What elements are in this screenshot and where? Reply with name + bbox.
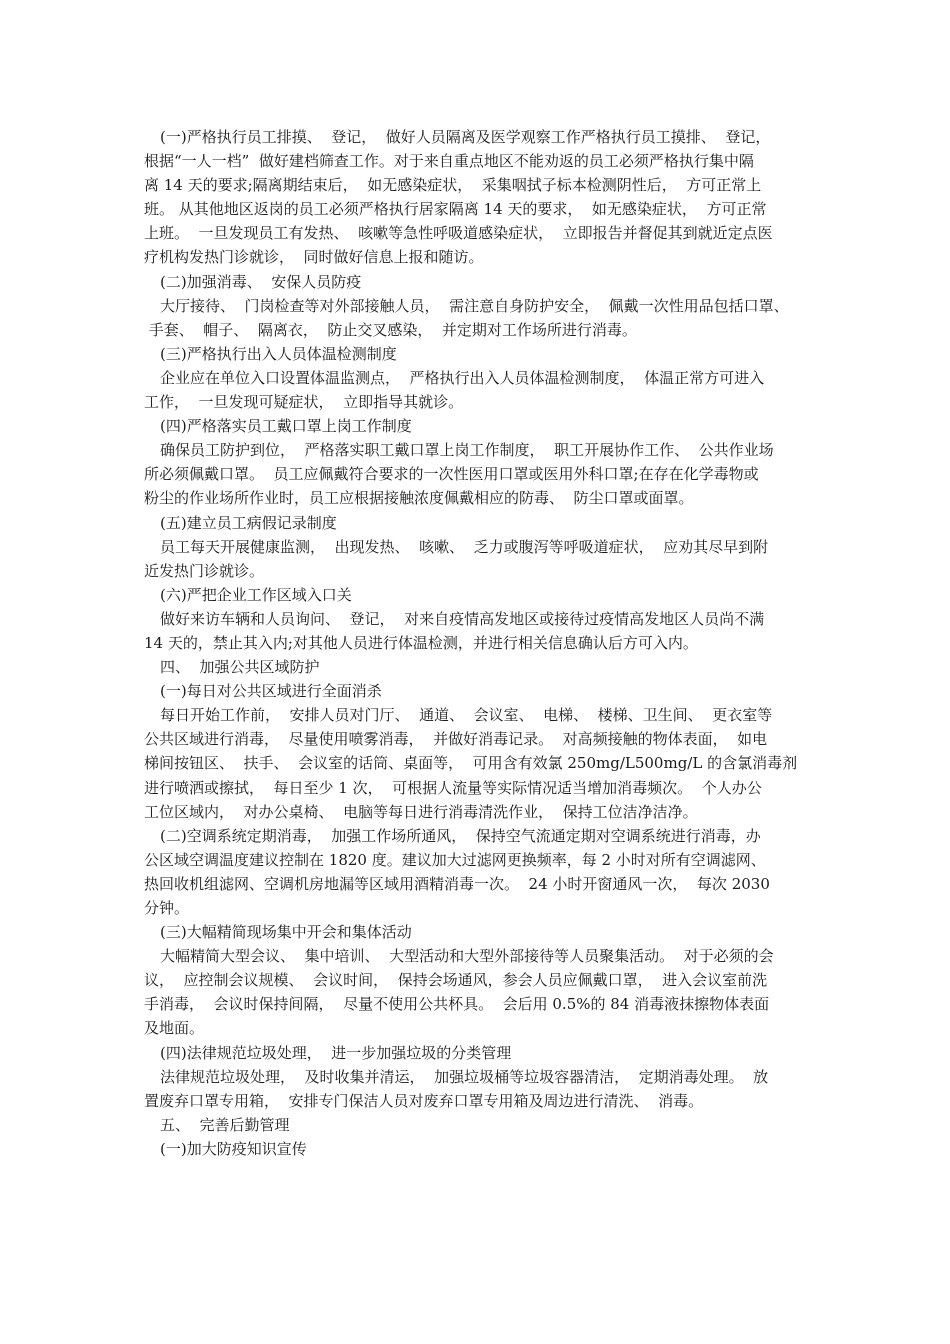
text-line: 梯间按钮区、 扶手、 会议室的话筒、桌面等， 可用含有效氯 250mg/L500mg/L 的含氯消毒剂: [144, 754, 798, 773]
section-heading: (五)建立员工病假记录制度: [160, 513, 337, 532]
text-line: 手套、 帽子、 隔离衣， 防止交叉感染， 并定期对工作场所进行消毒。: [144, 320, 637, 339]
text-line: 确保员工防护到位， 严格落实职工戴口罩上岗工作制度， 职工开展协作工作、 公共作业场: [160, 441, 774, 460]
text-line: 疗机构发热门诊就诊， 同时做好信息上报和随访。: [144, 248, 484, 267]
text-line: 14 天的，禁止其入内;对其他人员进行体温检测，并进行相关信息确认后方可入内。: [144, 633, 698, 652]
text-line: 工位区域内， 对办公桌椅、 电脑等每日进行消毒清洗作业， 保持工位洁净洁净。: [144, 802, 698, 821]
text-line: 上班。 一旦发现员工有发热、 咳嗽等急性呼吸道感染症状， 立即报告并督促其到就近定点医: [144, 224, 773, 243]
section-heading: (四)法律规范垃圾处理， 进一步加强垃圾的分类管理: [160, 1043, 512, 1062]
section-heading: (一)每日对公共区域进行全面消杀: [160, 682, 382, 701]
text-line: 进行喷洒或擦拭， 每日至少 1 次， 可根据人流量等实际情况适当增加消毒频次。 个人办公: [144, 778, 762, 797]
text-line: 大幅精简大型会议、 集中培训、 大型活动和大型外部接待等人员聚集活动。 对于必须的会: [160, 947, 774, 966]
text-line: 热回收机组滤网、空调机房地漏等区域用酒精消毒一次。 24 小时开窗通风一次， 每次 2030: [144, 874, 770, 893]
text-line: 班。 从其他地区返岗的员工必须严格执行居家隔离 14 天的要求， 如无感染症状， 方可正常: [144, 200, 767, 219]
text-line: 公区域空调温度建议控制在 1820 度。建议加大过滤网更换频率，每 2 小时对所有空调滤网、: [144, 850, 766, 869]
section-heading: (六)严把企业工作区域入口关: [160, 585, 352, 604]
section-heading: (二)加强消毒、 安保人员防疫: [160, 272, 362, 291]
text-line: 离 14 天的要求;隔离期结束后， 如无感染症状， 采集咽拭子标本检测阴性后， 方可正常上: [144, 176, 762, 195]
section-heading: (三)大幅精简现场集中开会和集体活动: [160, 923, 412, 942]
text-line: 近发热门诊就诊。: [144, 561, 265, 580]
section-heading: 五、 完善后勤管理: [160, 1115, 290, 1134]
text-line: 所必须佩戴口罩。 员工应佩戴符合要求的一次性医用口罩或医用外科口罩;在存在化学毒物或: [144, 465, 759, 484]
section-heading: (一)加大防疫知识宣传: [160, 1139, 307, 1158]
text-line: 法律规范垃圾处理， 及时收集并清运， 加强垃圾桶等垃圾容器清洁， 定期消毒处理。 放: [160, 1067, 769, 1086]
section-heading: (一)严格执行员工排摸、 登记， 做好人员隔离及医学观察工作严格执行员工摸排、 登记，: [160, 128, 771, 146]
text-line: 企业应在单位入口设置体温监测点， 严格执行出入人员体温检测制度， 体温正常方可进入: [160, 368, 765, 387]
text-line: 公共区域进行消毒， 尽量使用喷雾消毒， 并做好消毒记录。 对高频接触的物体表面， 如电: [144, 730, 768, 749]
text-line: 员工每天开展健康监测， 出现发热、 咳嗽、 乏力或腹泻等呼吸道症状， 应劝其尽早到附: [160, 537, 769, 556]
text-line: 议， 应控制会议规模、 会议时间， 保持会场通风，参会人员应佩戴口罩， 进入会议室前洗: [144, 971, 768, 990]
text-line: 大厅接待、 门岗检查等对外部接触人员， 需注意自身防护安全， 佩戴一次性用品包括口罩、: [160, 296, 789, 315]
text-line: 置废弃口罩专用箱， 安排专门保洁人员对废弃口罩专用箱及周边进行清洗、 消毒。: [144, 1091, 704, 1110]
text-line: 分钟。: [144, 899, 190, 917]
section-heading: (三)严格执行出入人员体温检测制度: [160, 344, 397, 363]
text-line: 根据“一人一档” 做好建档筛查工作。对于来自重点地区不能劝返的员工必须严格执行集中隔: [144, 152, 754, 171]
text-line: 工作， 一旦发现可疑症状， 立即指导其就诊。: [144, 393, 464, 412]
text-line: 做好来访车辆和人员询问、 登记， 对来自疫情高发地区或接待过疫情高发地区人员尚不满: [160, 609, 765, 628]
section-heading: (四)严格落实员工戴口罩上岗工作制度: [160, 417, 412, 436]
text-line: 手消毒， 会议时保持间隔， 尽量不使用公共杯具。 会后用 0.5%的 84 消毒液抹擦物体表面: [144, 995, 770, 1014]
document-body: [144, 125, 806, 1161]
text-line: 每日开始工作前， 安排人员对门厅、 通道、 会议室、 电梯、 楼梯、卫生间、 更衣室等: [160, 706, 773, 725]
text-line: 粉尘的作业场所作业时，员工应根据接触浓度佩戴相应的防毒、 防尘口罩或面罩。: [144, 489, 694, 508]
text-line: 及地面。: [144, 1019, 205, 1038]
section-heading: (二)空调系统定期消毒， 加强工作场所通风， 保持空气流通定期对空调系统进行消毒，办: [160, 826, 761, 845]
section-heading: 四、 加强公共区域防护: [160, 658, 320, 677]
